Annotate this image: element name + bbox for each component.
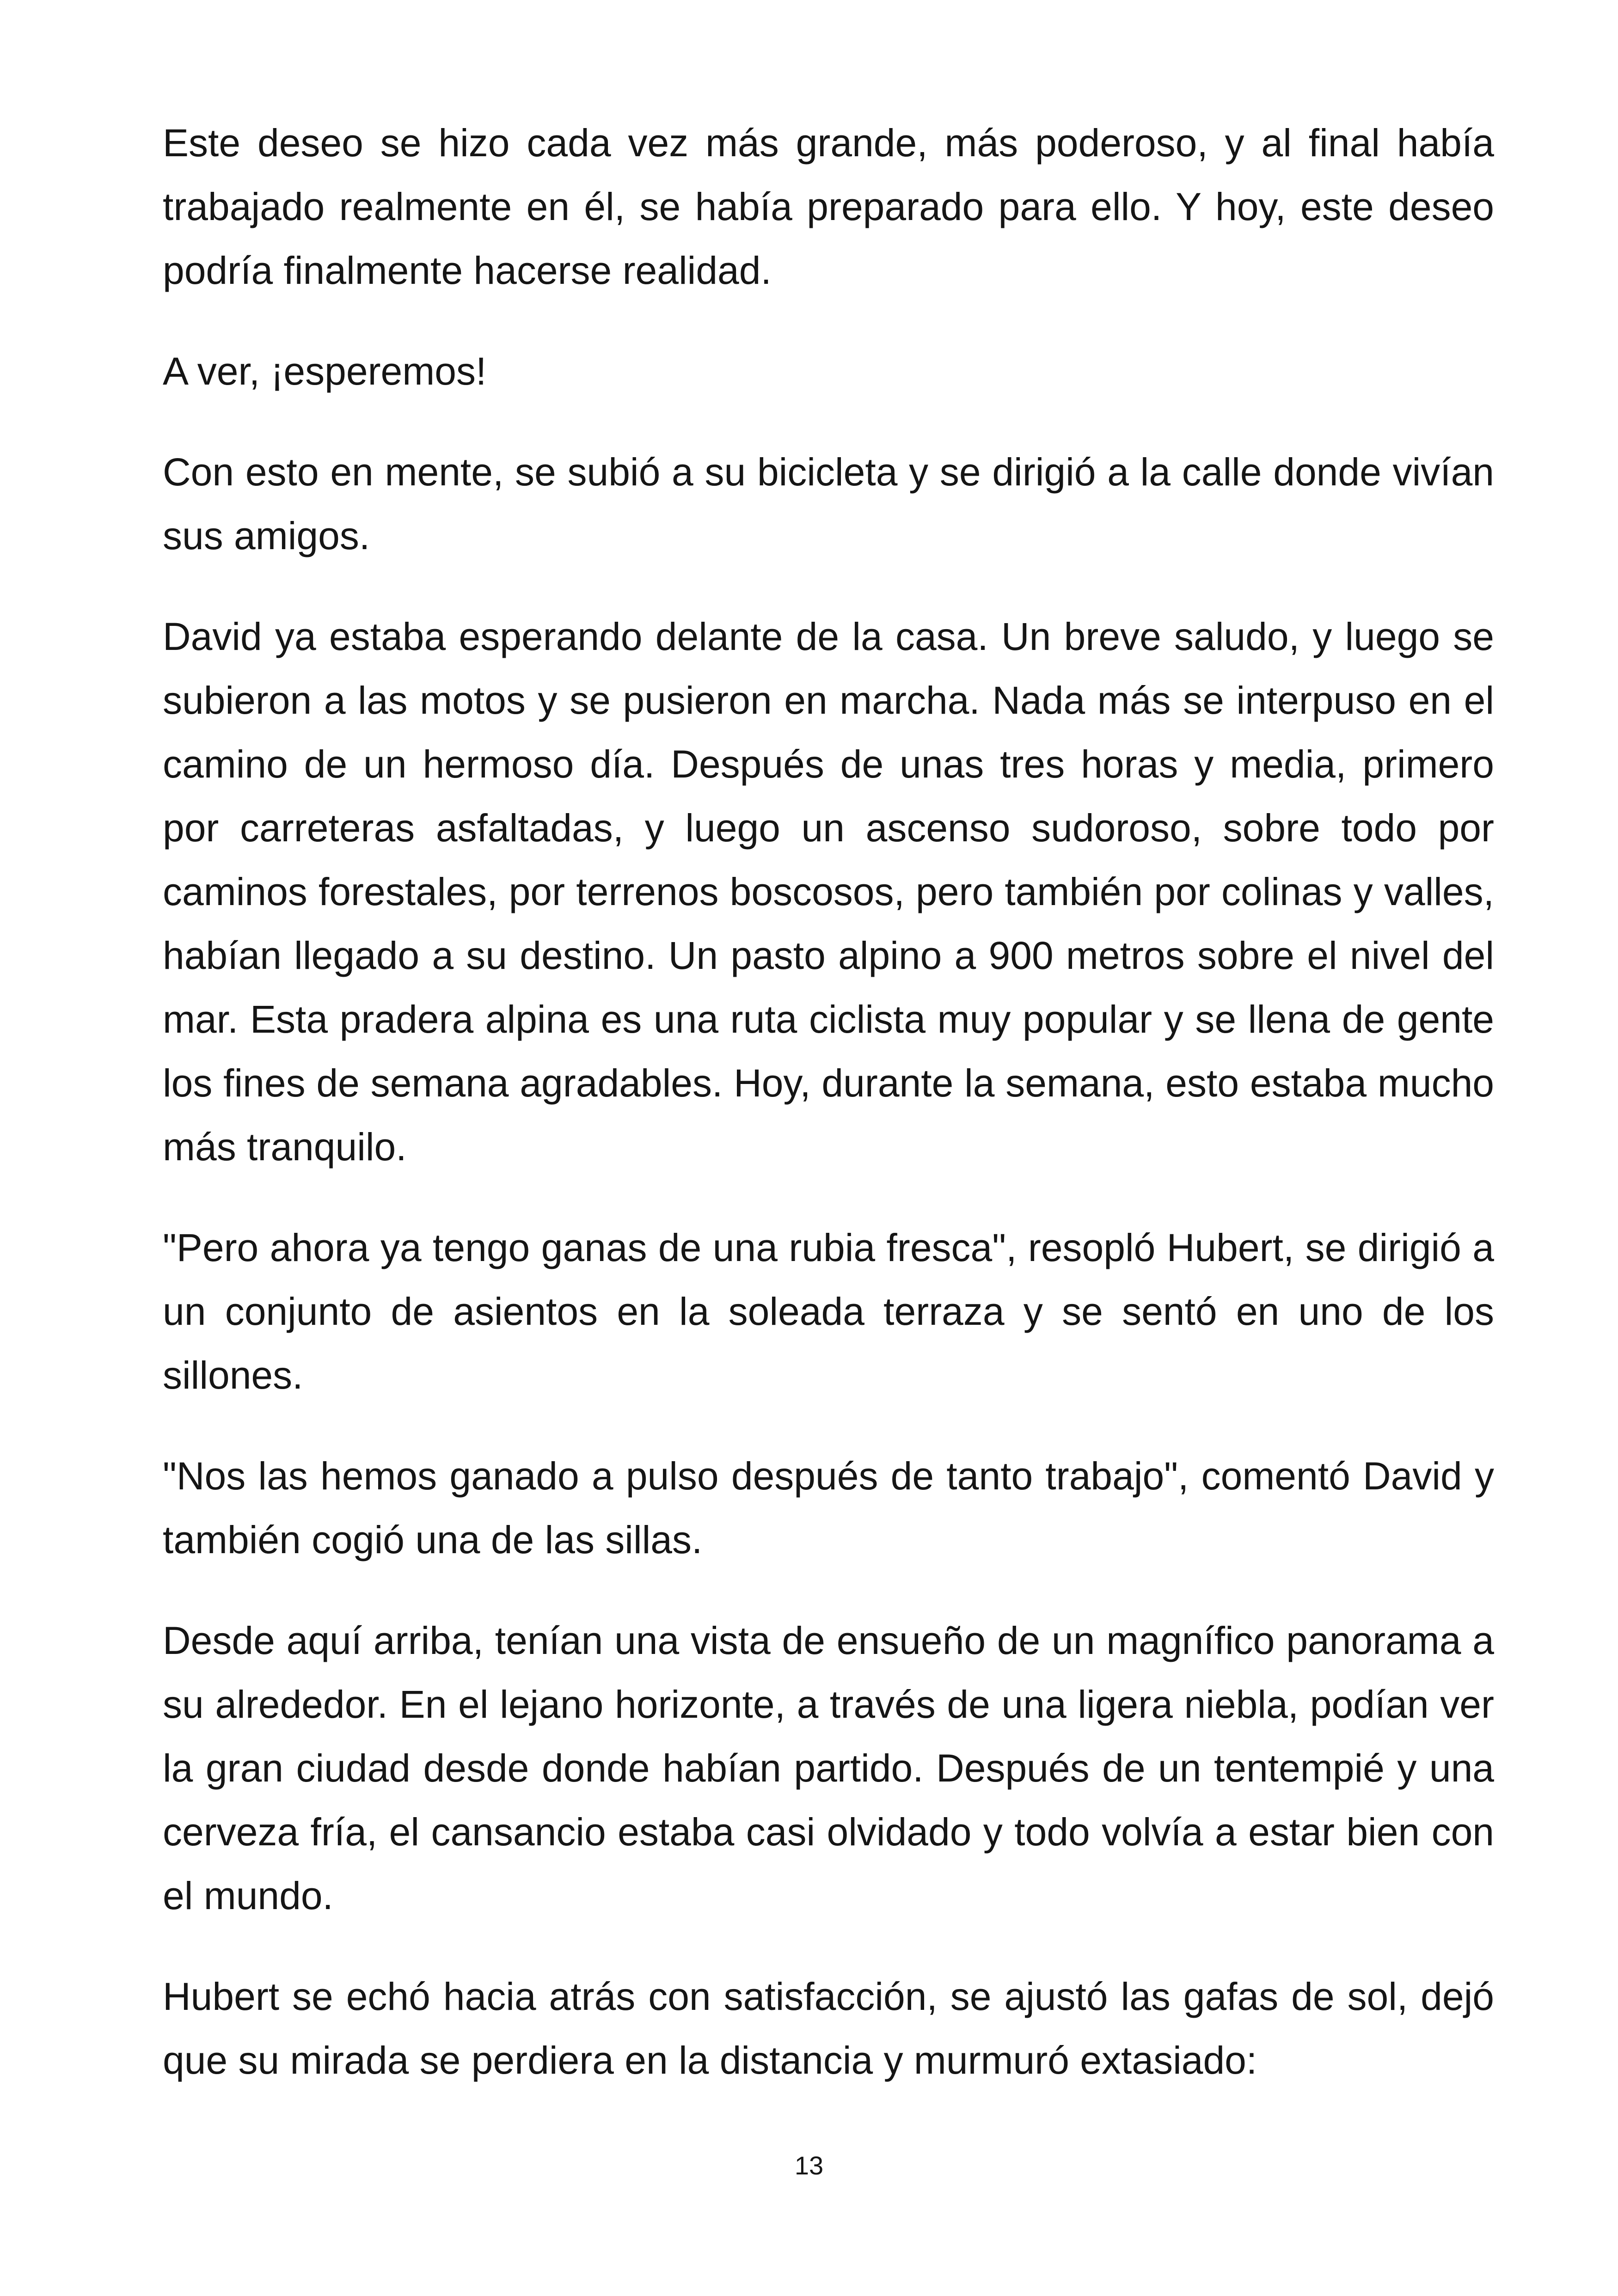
page-number: 13	[794, 2151, 824, 2180]
paragraph: "Pero ahora ya tengo ganas de una rubia fresca", resopló Hubert, se dirigió a un conjunto de asientos en la soleada terraza y se sentó en uno de los sillones.	[163, 1226, 1494, 1397]
page-body	[163, 111, 1494, 2129]
paragraph: Desde aquí arriba, tenían una vista de ensueño de un magnífico panorama a su alrededor. En el lejano horizonte, a través de una ligera niebla, podían ver la gran ciudad desde donde habían partido. Después de un tentempié y una cerveza fría, el cansancio estaba casi olvidado y todo volvía a estar bien con el mundo.	[163, 1619, 1494, 1917]
paragraph: Este deseo se hizo cada vez más grande, más poderoso, y al final había trabajado realmente en él, se había preparado para ello. Y hoy, este deseo podría finalmente hacerse realidad.	[163, 121, 1494, 292]
paragraph: David ya estaba esperando delante de la casa. Un breve saludo, y luego se subieron a las motos y se pusieron en marcha. Nada más se interpuso en el camino de un hermoso día. Después de unas tres horas y media, primero por carreteras asfaltadas, y luego un ascenso sudoroso, sobre todo por caminos forestales, por terrenos boscosos, pero también por colinas y valles, habían llegado a su destino. Un pasto alpino a 900 metros sobre el nivel del mar. Esta pradera alpina es una ruta ciclista muy popular y se llena de gente los fines de semana agradables. Hoy, durante la semana, esto estaba mucho más tranquilo.	[163, 615, 1494, 1169]
paragraph: "Nos las hemos ganado a pulso después de tanto trabajo", comentó David y también cogió una de las sillas.	[163, 1454, 1494, 1561]
paragraph: Hubert se echó hacia atrás con satisfacción, se ajustó las gafas de sol, dejó que su mirada se perdiera en la distancia y murmuró extasiado:	[163, 1975, 1494, 2082]
paragraph: A ver, ¡esperemos!	[163, 349, 487, 393]
paragraph: Con esto en mente, se subió a su bicicleta y se dirigió a la calle donde vivían sus amigos.	[163, 450, 1494, 557]
